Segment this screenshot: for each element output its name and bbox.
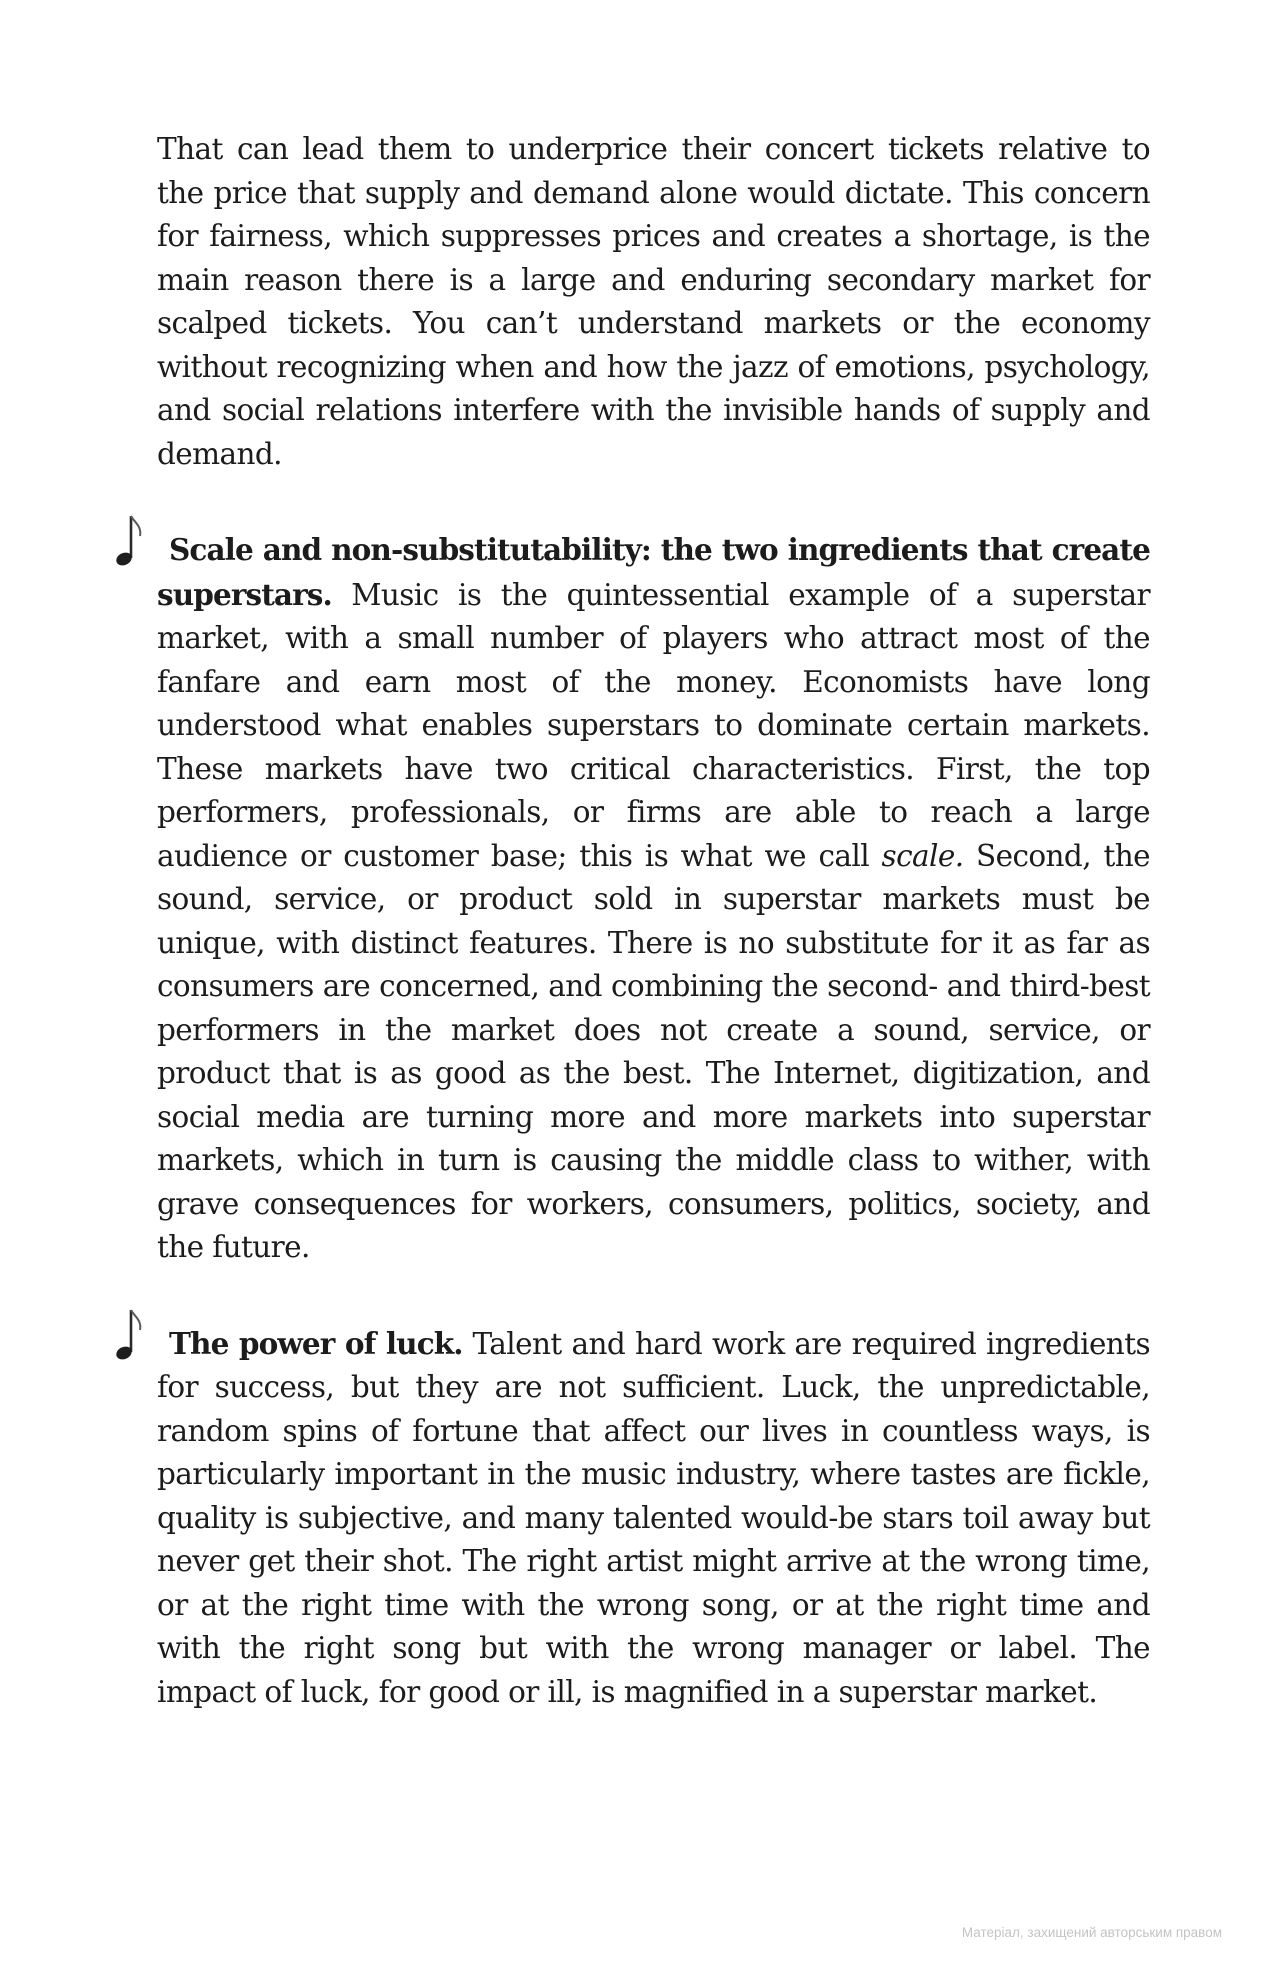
section-power-of-luck [157,1322,1150,1715]
italic-term: scale. [881,838,964,873]
section-lead-heading: The power of luck. [169,1325,463,1361]
copyright-watermark: Матеріал, захищений авторським правом [961,1925,1222,1940]
section-lead-heading: Scale and non-substitutability: the two ingredients that create superstars. [157,532,1150,612]
book-page [157,128,1150,1766]
section-body-text: Music is the quintessential example of a superstar market, with a small number of players who attract most of the fanfare and earn most of the money. Economists have long understood what enables superstars to dominate certain markets. These markets have two critical characteristics. First, the top performers, professionals, or firms are able to reach a large audience or customer base; this is what we call [157,577,1150,873]
section-body-text-continued: Second, the sound, service, or product sold in superstar markets must be unique, with distinct features. There is no substitute for it as far as consumers are concerned, and combining the second- and third-best performers in the market does not create a sound, service, or product that is as good as the best. The Internet, digitization, and social media are turning more and more markets into superstar markets, which in turn is causing the middle class to wither, with grave consequences for workers, consumers, politics, society, and the future. [157,838,1150,1264]
section-paragraph [157,528,1150,1270]
intro-paragraph: That can lead them to underprice their concert tickets relative to the price that supply and demand alone would dictate. This concern for fairness, which suppresses prices and creates a shortage, is the main reason there is a large and enduring secondary market for scalped tickets. You can’t understand markets or the economy without recognizing when and how the jazz of emotions, psychology, and social relations interfere with the invisible hands of supply and demand. [157,132,1150,471]
section-body-text: Talent and hard work are required ingredients for success, but they are not sufficient. Luck, the unpredictable, random spins of fortune that affect our lives in countless ways, is particularly important in the music industry, where tastes are fickle, quality is subjective, and many talented would-be stars toil away but never get their shot. The right artist might arrive at the wrong time, or at the right time with the wrong song, or at the right time and with the right song but with the wrong manager or label. The impact of luck, for good or ill, is magnified in a superstar market. [157,1326,1150,1709]
section-scale-non-substitutability [157,528,1150,1270]
eighth-note-icon [112,512,144,568]
eighth-note-icon [112,1306,144,1362]
section-paragraph [157,1322,1150,1715]
